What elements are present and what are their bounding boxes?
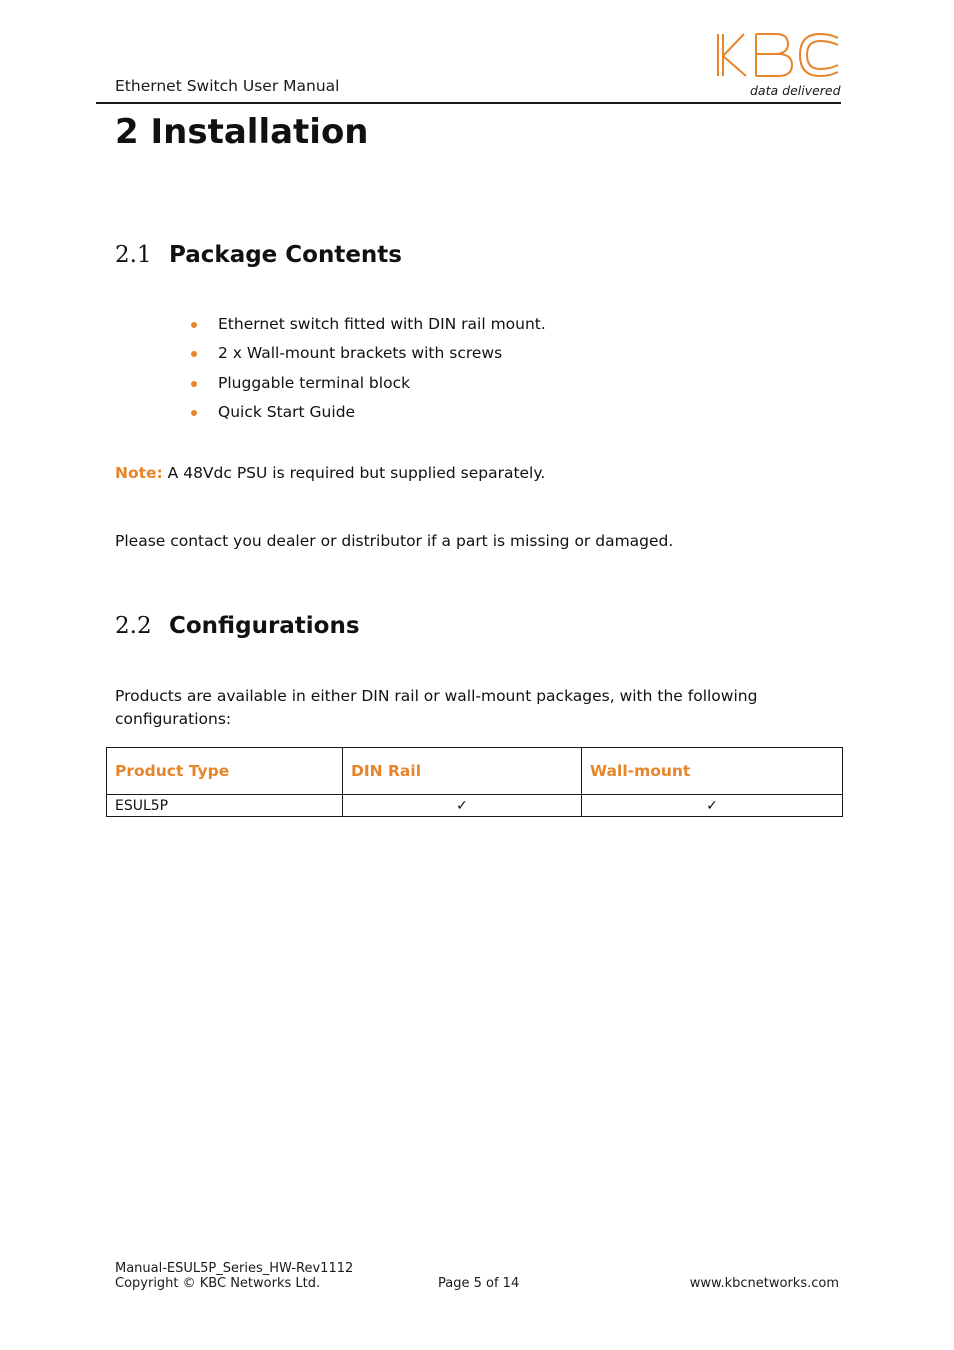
- section-heading-package-contents: [115, 242, 402, 268]
- contact-paragraph: Please contact you dealer or distributor if a part is missing or damaged.: [115, 532, 674, 550]
- note-paragraph: [115, 462, 835, 485]
- checkmark-icon: ✓: [343, 795, 582, 817]
- column-header-product-type: Product Type: [107, 748, 343, 795]
- section-heading-configurations: [115, 613, 360, 639]
- package-contents-list: [190, 313, 546, 431]
- table-header-row: [107, 748, 843, 795]
- section-number: 2.2: [115, 613, 152, 639]
- list-item: Pluggable terminal block: [190, 372, 546, 401]
- column-header-wall-mount: Wall-mount: [582, 748, 843, 795]
- section-title: Configurations: [169, 613, 360, 639]
- kbc-logo: [716, 32, 840, 78]
- list-item: 2 x Wall-mount brackets with screws: [190, 342, 546, 371]
- table-cell-product: ESUL5P: [107, 795, 343, 817]
- list-item: Ethernet switch fitted with DIN rail mount.: [190, 313, 546, 342]
- chapter-title: 2 Installation: [115, 112, 369, 152]
- checkmark-icon: ✓: [582, 795, 843, 817]
- footer-copyright: Copyright © KBC Networks Ltd.: [115, 1276, 321, 1291]
- note-text: A 48Vdc PSU is required but supplied separately.: [162, 464, 546, 482]
- header-divider: [96, 102, 841, 104]
- note-label: Note:: [115, 464, 163, 482]
- configurations-table: [106, 747, 843, 817]
- column-header-din-rail: DIN Rail: [343, 748, 582, 795]
- section-title: Package Contents: [169, 242, 402, 268]
- logo-tagline: data delivered: [750, 83, 841, 98]
- footer-page-number: Page 5 of 14: [438, 1276, 520, 1291]
- configurations-intro: Products are available in either DIN rail or wall-mount packages, with the following configurations:: [115, 687, 758, 728]
- footer-website: www.kbcnetworks.com: [689, 1276, 839, 1291]
- header-title: Ethernet Switch User Manual: [115, 77, 340, 95]
- list-item: Quick Start Guide: [190, 401, 546, 430]
- table-row: [107, 795, 843, 817]
- footer-doc-id: Manual-ESUL5P_Series_HW-Rev1112: [115, 1261, 354, 1276]
- section-number: 2.1: [115, 242, 152, 268]
